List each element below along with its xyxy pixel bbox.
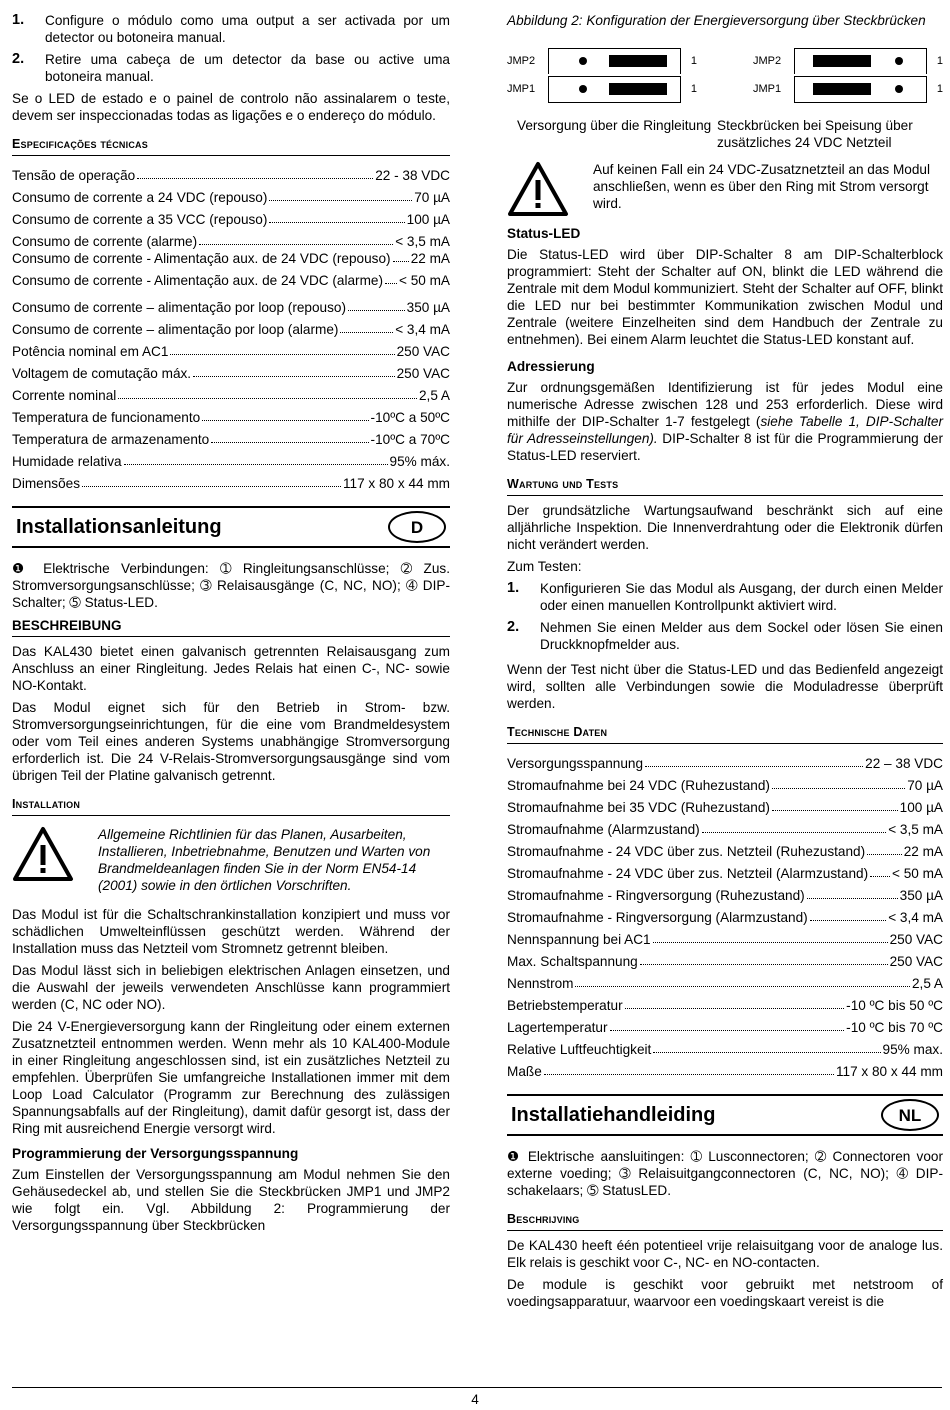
de-connections: ❶ Elektrische Verbindungen: ➀ Ringleitungsanschlüsse; ➁ Zus. Stromversorgungsanschlüsse; ➂ Relaisausgänge (C, NC, NO); ➃ DIP-Schalter; ➄ Status-LED. (12, 561, 450, 610)
leader-dots (640, 964, 888, 965)
spec-row (12, 294, 450, 316)
leader-dots (269, 200, 412, 201)
leader-dots (118, 398, 417, 399)
prog-heading: Programmierung der Versorgungsspannung (12, 1146, 299, 1161)
installation-heading: Installation (12, 796, 450, 816)
de-title-bar (12, 506, 450, 548)
pin-one-label: 1 (690, 54, 697, 67)
spec-label: Consumo de corrente a 35 VCC (repouso) (12, 212, 268, 227)
leader-dots (199, 244, 393, 245)
spec-label: Stromaufnahme - Ringversorgung (Ruhezustand) (507, 888, 805, 903)
step-text: Configure o módulo como uma output a ser activada por um detector ou botoneira manual. (45, 13, 450, 45)
leader-dots (772, 788, 905, 789)
spec-label: Stromaufnahme (Alarmzustand) (507, 822, 700, 837)
spec-label: Consumo de corrente - Alimentação aux. de 24 VDC (alarme) (12, 273, 383, 288)
figure-caption: Abbildung 2: Konfiguration der Energieversorgung über Steckbrücken (507, 13, 926, 28)
leader-dots (82, 486, 341, 487)
spec-label: Dimensões (12, 476, 80, 491)
wartung-heading: Wartung und Tests (507, 476, 943, 496)
nl-beschrijving-heading: Beschrijving (507, 1211, 943, 1231)
leader-dots (193, 376, 395, 377)
paragraph: De module is geschikt voor gebruikt met netstroom of voedingsapparatuur, waarvoor een voedingskaart vereist is die (507, 1277, 943, 1309)
addr-heading: Adressierung (507, 359, 595, 374)
leader-dots (137, 178, 373, 179)
step-item (12, 12, 450, 46)
leader-dots (702, 832, 887, 833)
step-number: 1. (507, 580, 520, 596)
spec-value: 22 - 38 VDC (375, 168, 450, 183)
warning-icon (12, 826, 98, 894)
spec-value: -10 ºC bis 50 ºC (846, 998, 943, 1013)
spec-row (507, 904, 943, 926)
beschreibung-heading: BESCHREIBUNG (12, 617, 450, 637)
paragraph: Das Modul eignet sich für den Betrieb in Strom- bzw. Stromversorgungseinrichtungen, für die eine vom Brandmeldesystem oder vom Teil eines anderen Systems unabhängige Stromversorgung erforderlich ist. Die 24 V-Relais-Stromversorgungsausgänge sind vom übrigen Teil der Platine galvanisch getrennt. (12, 700, 450, 783)
spec-row (12, 162, 450, 184)
spec-value: 22 mA (903, 844, 943, 859)
spec-row (507, 1014, 943, 1036)
spec-row (507, 816, 943, 838)
spec-value: 95% máx. (389, 454, 450, 469)
spec-value: < 3,5 mA (888, 822, 943, 837)
leader-dots (772, 810, 898, 811)
spec-label: Temperatura de funcionamento (12, 410, 201, 425)
jumper-external (753, 47, 943, 103)
power-warning (507, 161, 943, 221)
led-note-pt: Se o LED de estado e o painel de controlo não assinalarem o teste, devem ser inspeccionadas todas as ligações e o endereço do módulo. (12, 91, 450, 123)
spec-value: 117 x 80 x 44 mm (835, 1064, 943, 1079)
nl-title: Installatiehandleiding (511, 1103, 716, 1126)
beschreibung-text (12, 643, 450, 784)
nl-connections: ❶ Elektrische aansluitingen: ➀ Lusconnectoren; ➁ Connectoren voor externe voeding; ➂ Relaisuitgangconnectoren (C, NC, NO); ➃ DIP-schakelaars; ➄ StatusLED. (507, 1149, 943, 1198)
left-column (12, 12, 450, 1239)
spec-label: Relative Luftfeuchtigkeit (507, 1042, 652, 1057)
spec-value: 70 µA (414, 190, 450, 205)
right-column (507, 12, 943, 1315)
spec-value: 117 x 80 x 44 mm (342, 476, 450, 491)
spec-value: 2,5 A (419, 388, 450, 403)
step-text: Retire uma cabeça de um detector da base ou active uma botoneira manual. (45, 52, 450, 84)
spec-value: -10ºC a 50ºC (370, 410, 450, 425)
spec-value: 22 – 38 VDC (865, 756, 943, 771)
jmp2-label: JMP2 (753, 54, 782, 67)
spec-label: Versorgungsspannung (507, 756, 644, 771)
spec-row (12, 250, 450, 267)
spec-label: Consumo de corrente (alarme) (12, 234, 198, 249)
spec-value: 100 µA (406, 212, 450, 227)
spec-row (12, 448, 450, 470)
leader-dots (124, 464, 388, 465)
spec-label: Voltagem de comutação máx. (12, 366, 192, 381)
wartung-text: Der grundsätzliche Wartungsaufwand beschränkt sich auf eine alljährliche Inspektion. Die Innenverdrahtung oder die Elektronik dürfen nicht verändert werden. (507, 503, 943, 552)
spec-value: 350 µA (899, 888, 943, 903)
spec-label: Consumo de corrente - Alimentação aux. de 24 VDC (repouso) (12, 251, 391, 266)
status-led-heading: Status-LED (507, 226, 581, 241)
spec-label: Betriebstemperatur (507, 998, 623, 1013)
spec-value: 350 µA (406, 300, 450, 315)
nl-beschrijving-text (507, 1237, 943, 1310)
spec-row (12, 316, 450, 338)
spec-row (507, 948, 943, 970)
spec-value: 250 VAC (396, 366, 450, 381)
test-step-item (507, 580, 943, 614)
spec-label: Stromaufnahme - Ringversorgung (Alarmzustand) (507, 910, 808, 925)
caption-external: Steckbrücken bei Speisung über zusätzliches 24 VDC Netzteil (717, 118, 913, 150)
caption-ring: Versorgung über die Ringleitung (517, 118, 712, 133)
spec-row (507, 772, 943, 794)
leader-dots (645, 766, 863, 767)
leader-dots (870, 876, 890, 877)
spec-row (12, 404, 450, 426)
warning-icon (507, 161, 593, 221)
de-title: Installationsanleitung (16, 515, 222, 538)
leader-dots (170, 354, 394, 355)
spec-row (507, 1036, 943, 1058)
pin-one-label: 1 (690, 82, 697, 95)
paragraph: De KAL430 heeft één potentieel vrije relaisuitgang voor de analoge lus. Elk relais is geschikt voor C-, NC- en NO-contacten. (507, 1238, 943, 1270)
spec-value: -10 ºC bis 70 ºC (846, 1020, 943, 1035)
nl-title-bar (507, 1094, 943, 1136)
leader-dots (393, 261, 409, 262)
spec-label: Consumo de corrente a 24 VDC (repouso) (12, 190, 268, 205)
spec-label: Consumo de corrente – alimentação por loop (alarme) (12, 322, 339, 337)
spec-value: < 50 mA (398, 273, 450, 288)
spec-row (507, 1058, 943, 1080)
step-number: 2. (12, 51, 25, 67)
page-number: 4 (471, 1392, 479, 1407)
spec-value: 70 µA (907, 778, 943, 793)
spec-value: 22 mA (410, 251, 450, 266)
jumper-figure (507, 47, 943, 103)
leader-dots (348, 310, 405, 311)
spec-row (12, 360, 450, 382)
leader-dots (269, 222, 404, 223)
leader-dots (653, 1052, 880, 1053)
de-language-badge: D (388, 511, 446, 543)
spec-row (12, 206, 450, 228)
step-number: 2. (507, 619, 520, 635)
jumper-captions (507, 117, 943, 151)
spec-label: Stromaufnahme - 24 VDC über zus. Netzteil (Alarmzustand) (507, 866, 869, 881)
footer-rule (12, 1387, 942, 1388)
installation-text (12, 906, 450, 1137)
pin-one-label: 1 (936, 54, 943, 67)
spec-value: 95% max. (882, 1042, 943, 1057)
leader-dots (340, 332, 393, 333)
addr-text: Zur ordnungsgemäßen Identifizierung ist für jedes Modul eine numerische Adresse zwischen 128 und 253 erforderlich. Diese wird mithilfe der DIP-Schalter 1-7 festgelegt (siehe Tabelle 1, DIP-Schalter für Adresseinstellungen). DIP-Schalter 8 ist für die Programmierung der Status-LED reserviert. (507, 380, 943, 463)
spec-row (507, 750, 943, 772)
spec-row (12, 470, 450, 492)
zum-testen: Zum Testen: (507, 559, 582, 574)
spec-label: Maße (507, 1064, 542, 1079)
leader-dots (807, 898, 898, 899)
spec-label: Nennspannung bei AC1 (507, 932, 651, 947)
spec-label: Nennstrom (507, 976, 574, 991)
jmp1-label: JMP1 (507, 82, 536, 95)
spec-label: Corrente nominal (12, 388, 117, 403)
spec-label: Humidade relativa (12, 454, 122, 469)
tech-heading: Technische Daten (507, 724, 943, 744)
test-step-list (507, 580, 943, 653)
spec-value: 2,5 A (912, 976, 943, 991)
installation-warning-text: Allgemeine Richtlinien für das Planen, Ausarbeiten, Installieren, Inbetriebnahme, Benutzen und Warten von Brandmeldeanlagen finden Sie in der Norm EN54-14 (2001) sowie in den örtlichen Vorschriften. (98, 827, 431, 893)
spec-value: 250 VAC (889, 954, 943, 969)
step-item (12, 51, 450, 85)
spec-row (507, 992, 943, 1014)
spec-row (507, 882, 943, 904)
leader-dots (810, 920, 887, 921)
spec-label: Max. Schaltspannung (507, 954, 638, 969)
spec-row (12, 272, 450, 289)
jumper-ring (507, 47, 697, 103)
spec-row (12, 426, 450, 448)
leader-dots (202, 420, 368, 421)
spec-row (507, 838, 943, 860)
step-list-pt (12, 12, 450, 85)
leader-dots (867, 854, 902, 855)
leader-dots (610, 1030, 845, 1031)
prog-text: Zum Einstellen der Versorgungsspannung am Modul nehmen Sie den Gehäusedeckel ab, und stellen Sie die Steckbrücken JMP1 und JMP2 wie folgt ein. Vgl. Abbildung 2: Programmierung der Versorgungsspannung über Steckbrücken (12, 1167, 450, 1233)
spec-row (507, 860, 943, 882)
spec-value: 100 µA (899, 800, 943, 815)
test-note: Wenn der Test nicht über die Status-LED und das Bedienfeld angezeigt wird, sollten alle Verbindungen sowie die Moduladresse überprüft werden. (507, 662, 943, 711)
spec-label: Potência nominal em AC1 (12, 344, 169, 359)
spec-value: < 50 mA (891, 866, 943, 881)
step-number: 1. (12, 12, 25, 28)
spec-value: < 3,5 mA (395, 234, 450, 249)
pin-one-label: 1 (936, 82, 943, 95)
spec-row (507, 970, 943, 992)
specs-pt-list (12, 162, 450, 492)
spec-value: < 3,4 mA (395, 322, 450, 337)
leader-dots (575, 986, 910, 987)
paragraph: Die 24 V-Energieversorgung kann der Ringleitung oder einem externen Zusatznetzteil entnommen werden. Wenn mehr als 10 KAL400-Module in einer Ringleitung angeschlossen sind, ist ein zusätzliches Netzteil zu empfehlen. Überprüfen Sie umfangreiche Installationen immer mit dem Loop Load Calculator (Programm zur Berechnung des zulässigen Spannungsabfalls auf der Ringleitung), damit dafür gesorgt ist, dass der Ring mit ausreichend Energie versorgt wird. (12, 1019, 450, 1136)
spec-label: Consumo de corrente – alimentação por loop (repouso) (12, 300, 346, 315)
nl-language-badge: NL (881, 1099, 939, 1131)
test-step-item (507, 619, 943, 653)
tech-spec-list (507, 750, 943, 1080)
spec-label: Tensão de operação (12, 168, 136, 183)
spec-label: Lagertemperatur (507, 1020, 608, 1035)
spec-row (507, 794, 943, 816)
jmp2-label: JMP2 (507, 54, 536, 67)
paragraph: Das Modul lässt sich in beliebigen elektrischen Anlagen einsetzen, und die Auswahl der jeweils verwendeten Anschlüsse kann programmiert werden (C, NC oder NO). (12, 963, 450, 1012)
paragraph: Das Modul ist für die Schaltschrankinstallation konzipiert und muss vor schädlichen Umwelteinflüssen geschützt werden. Während der Installation muss das Netzteil vom Stromnetz getrennt bleiben. (12, 907, 450, 956)
spec-label: Temperatura de armazenamento (12, 432, 210, 447)
step-text: Nehmen Sie einen Melder aus dem Sockel oder lösen Sie einen Druckknopfmelder aus. (540, 620, 943, 652)
spec-label: Stromaufnahme - 24 VDC über zus. Netzteil (Ruhezustand) (507, 844, 866, 859)
leader-dots (625, 1008, 845, 1009)
spec-label: Stromaufnahme bei 24 VDC (Ruhezustand) (507, 778, 770, 793)
spec-row (12, 338, 450, 360)
leader-dots (211, 442, 368, 443)
installation-warning (12, 826, 450, 894)
spec-row (12, 382, 450, 404)
paragraph: Das KAL430 bietet einen galvanisch getrennten Relaisausgang zum Anschluss an einer Ringleitung. Jedes Relais hat einen C-, NC- sowie NO-Kontakt. (12, 644, 450, 693)
spec-value: < 3,4 mA (888, 910, 943, 925)
spec-value: 250 VAC (889, 932, 943, 947)
leader-dots (653, 942, 888, 943)
status-led-text: Die Status-LED wird über DIP-Schalter 8 am DIP-Schalterblock programmiert: Steht der Schalter auf ON, blinkt die LED während die Zentrale mit dem Modul kommuniziert. Steht der Schalter auf OFF, blinkt die LED nur bei bestimmter Kommunikation zwischen Modul und Zentrale (weitere Einzelheiten sind dem Handbuch der Zentrale zu entnehmen). Bei einem Alarm leuchtet die Status-LED konstant auf. (507, 247, 943, 347)
specs-pt-heading: Especificações técnicas (12, 136, 450, 156)
spec-value: 250 VAC (396, 344, 450, 359)
spec-row (12, 184, 450, 206)
spec-label: Stromaufnahme bei 35 VDC (Ruhezustand) (507, 800, 770, 815)
power-warning-text: Auf keinen Fall ein 24 VDC-Zusatznetzteil an das Modul anschließen, wenn es über den Ring mit Strom versorgt wird. (593, 162, 930, 211)
step-text: Konfigurieren Sie das Modul als Ausgang, der durch einen Melder oder einen manuellen Kontrollpunkt aktiviert wird. (540, 581, 943, 613)
leader-dots (385, 283, 397, 284)
spec-row (12, 228, 450, 250)
spec-row (507, 926, 943, 948)
spec-value: -10ºC a 70ºC (370, 432, 450, 447)
jmp1-label: JMP1 (753, 82, 782, 95)
leader-dots (544, 1074, 834, 1075)
